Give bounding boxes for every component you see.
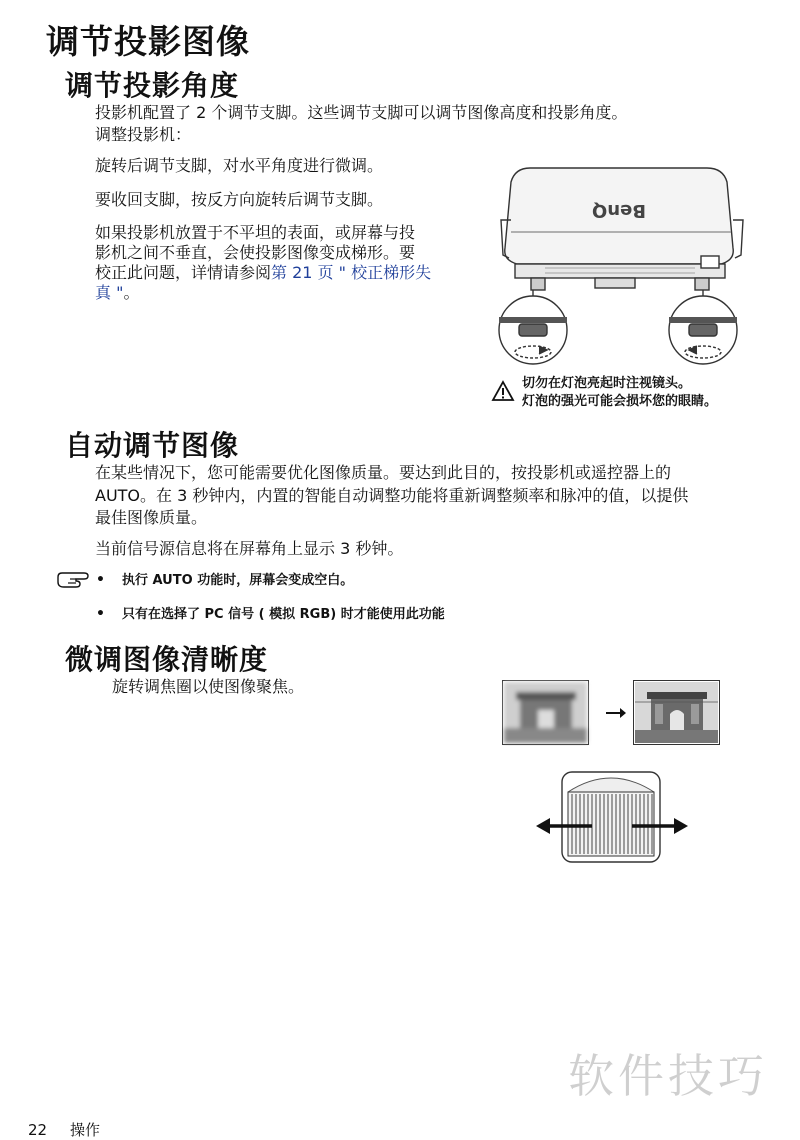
page-title: 调节投影图像 — [46, 22, 250, 61]
projector-brand-label: BenQ — [591, 200, 647, 221]
angle-para-line4 — [95, 283, 139, 303]
angle-step2: 要收回支脚，按反方向旋转后调节支脚。 — [95, 190, 384, 209]
footer-page-number: 22 — [28, 1121, 48, 1139]
footer-section: 操作 — [70, 1121, 101, 1139]
focus-comparison-illustration — [502, 680, 722, 746]
watermark: 软件技巧 — [568, 1049, 768, 1103]
angle-intro-line1: 投影机配置了 2 个调节支脚。这些调节支脚可以调节图像高度和投影角度。 — [95, 103, 628, 122]
angle-step1: 旋转后调节支脚，对水平角度进行微调。 — [95, 156, 384, 175]
angle-para-line2: 影机之间不垂直，会使投影图像变成梯形。要 — [95, 243, 416, 262]
pointing-hand-icon — [56, 571, 90, 589]
angle-para-line3-text: 校正此问题，详情请参阅 — [95, 263, 272, 282]
angle-para-line1: 如果投影机放置于不平坦的表面，或屏幕与投 — [95, 223, 416, 242]
section-heading-auto: 自动调节图像 — [65, 429, 240, 462]
focus-ring-illustration — [534, 770, 690, 866]
warning-triangle-icon — [491, 380, 515, 402]
keystone-link[interactable]: 第 21 页 " 校正梯形失 — [271, 263, 432, 282]
angle-para-line3 — [95, 263, 431, 283]
warning-line2: 灯泡的强光可能会损坏您的眼睛。 — [522, 394, 718, 409]
auto-line2: AUTO。在 3 秒钟内，内置的智能自动调整功能将重新调整频率和脉冲的值，以提供 — [95, 486, 689, 505]
angle-intro-line2: 调整投影机： — [95, 125, 192, 144]
angle-para-line4-end: 。 — [123, 283, 140, 302]
auto-line4: 当前信号源信息将在屏幕角上显示 3 秒钟。 — [95, 539, 404, 558]
warning-line1: 切勿在灯泡亮起时注视镜头。 — [522, 376, 692, 391]
projector-feet-illustration — [495, 160, 750, 375]
keystone-link-end[interactable]: 真 " — [95, 283, 124, 302]
section-heading-angle: 调节投影角度 — [65, 69, 240, 102]
focus-text: 旋转调焦圈以使图像聚焦。 — [112, 677, 305, 696]
note-item-1: 执行 AUTO 功能时，屏幕会变成空白。 — [122, 573, 354, 588]
section-heading-focus: 微调图像清晰度 — [65, 643, 269, 676]
note-item-2: 只有在选择了 PC 信号 ( 模拟 RGB) 时才能使用此功能 — [122, 607, 445, 622]
note-bullet-1: • — [96, 572, 105, 588]
auto-line3: 最佳图像质量。 — [95, 508, 208, 527]
note-bullet-2: • — [96, 606, 105, 622]
auto-line1: 在某些情况下，您可能需要优化图像质量。要达到此目的，按投影机或遥控器上的 — [95, 463, 672, 482]
